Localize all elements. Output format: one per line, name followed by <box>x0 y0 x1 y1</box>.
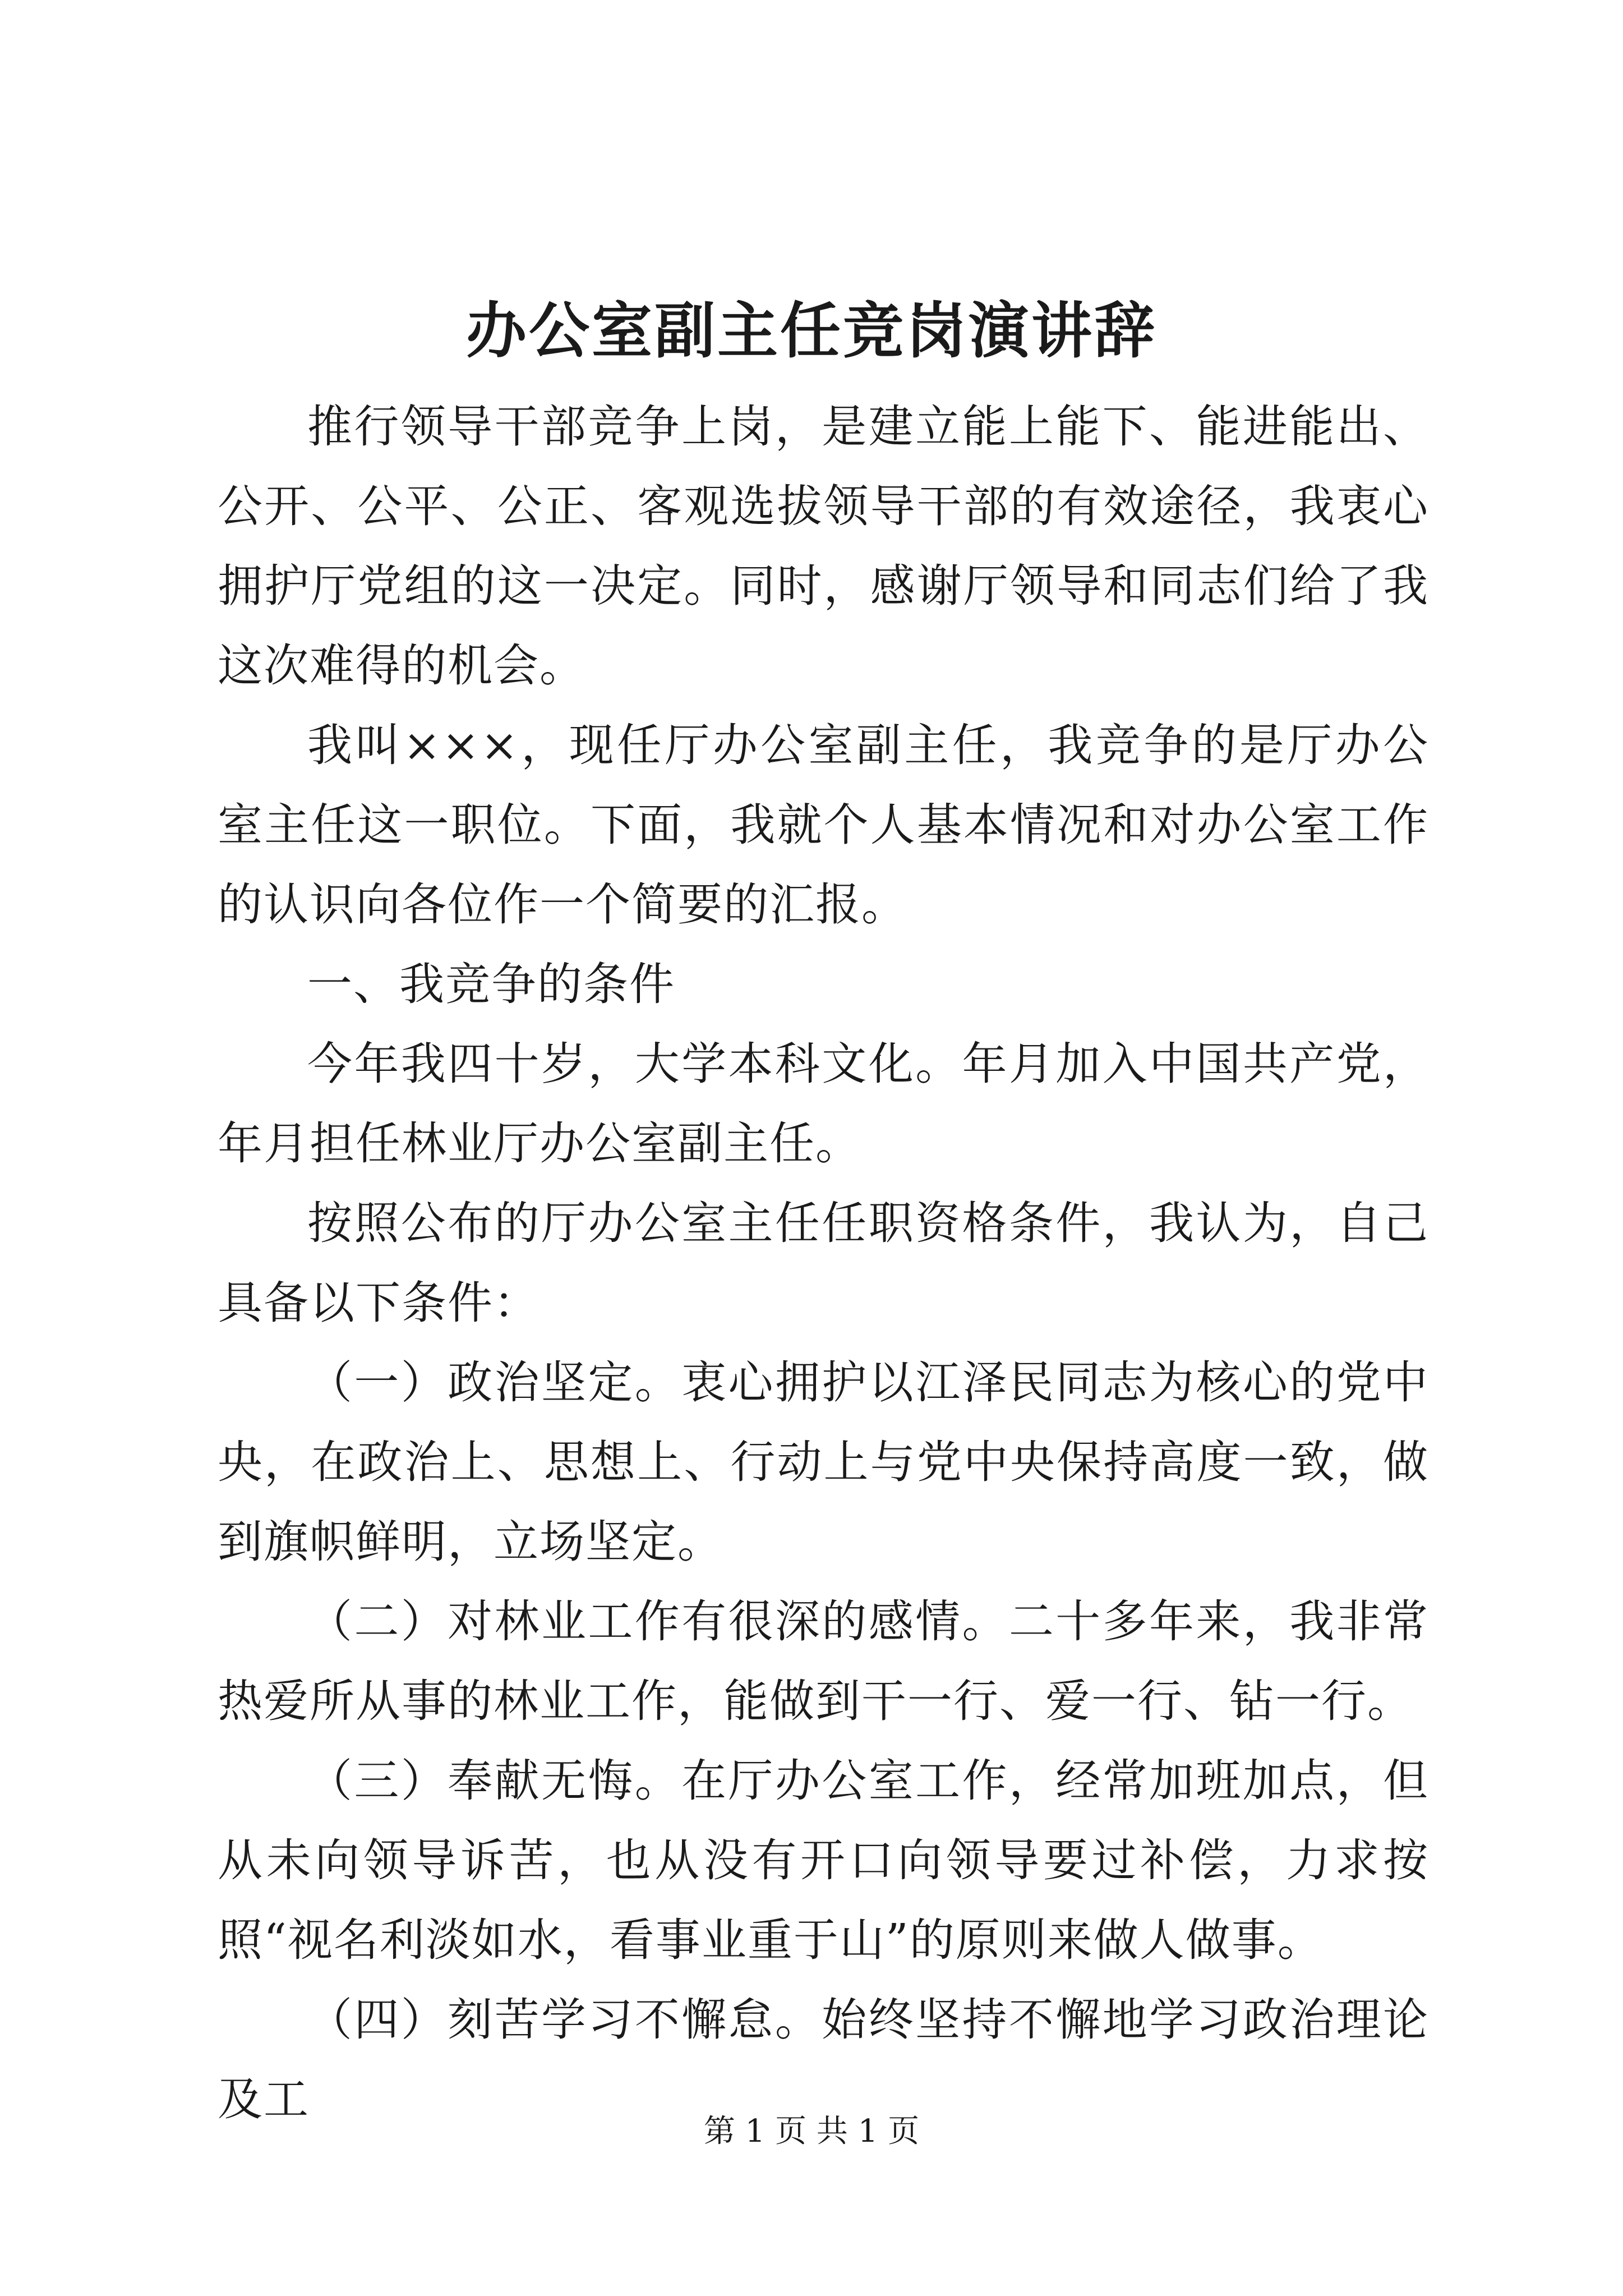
document-body <box>218 387 1429 2139</box>
paragraph: （四）刻苦学习不懈怠。始终坚持不懈地学习政治理论及工 <box>218 1994 1429 2125</box>
paragraph: （二）对林业工作有很深的感情。二十多年来，我非常热爱所从事的林业工作，能做到干一行、爱一行、钻一行。 <box>218 1595 1429 1727</box>
document-title: 办公室副主任竞岗演讲辞 <box>465 296 1157 366</box>
paragraph: （一）政治坚定。衷心拥护以江泽民同志为核心的党中央，在政治上、思想上、行动上与党中央保持高度一致，做到旗帜鲜明，立场坚定。 <box>218 1356 1429 1568</box>
page-footer: 第 1 页 共 1 页 <box>703 2113 920 2150</box>
paragraph: 今年我四十岁，大学本科文化。年月加入中国共产党，年月担任林业厅办公室副主任。 <box>218 1038 1429 1170</box>
paragraph: 推行领导干部竞争上岗，是建立能上能下、能进能出、公开、公平、公正、客观选拔领导干部的有效途径，我衷心拥护厅党组的这一决定。同时，感谢厅领导和同志们给了我这次难得的机会。 <box>218 401 1429 692</box>
paragraph: 我叫×××，现任厅办公室副主任，我竞争的是厅办公室主任这一职位。下面，我就个人基本情况和对办公室工作的认识向各位作一个简要的汇报。 <box>218 719 1429 931</box>
paragraph: （三）奉献无悔。在厅办公室工作，经常加班加点，但从未向领导诉苦，也从没有开口向领导要过补偿，力求按照“视名利淡如水，看事业重于山”的原则来做人做事。 <box>218 1755 1429 1966</box>
section-heading: 一、我竞争的条件 <box>307 958 675 1010</box>
paragraph: 按照公布的厅办公室主任任职资格条件，我认为，自己具备以下条件： <box>218 1197 1429 1329</box>
